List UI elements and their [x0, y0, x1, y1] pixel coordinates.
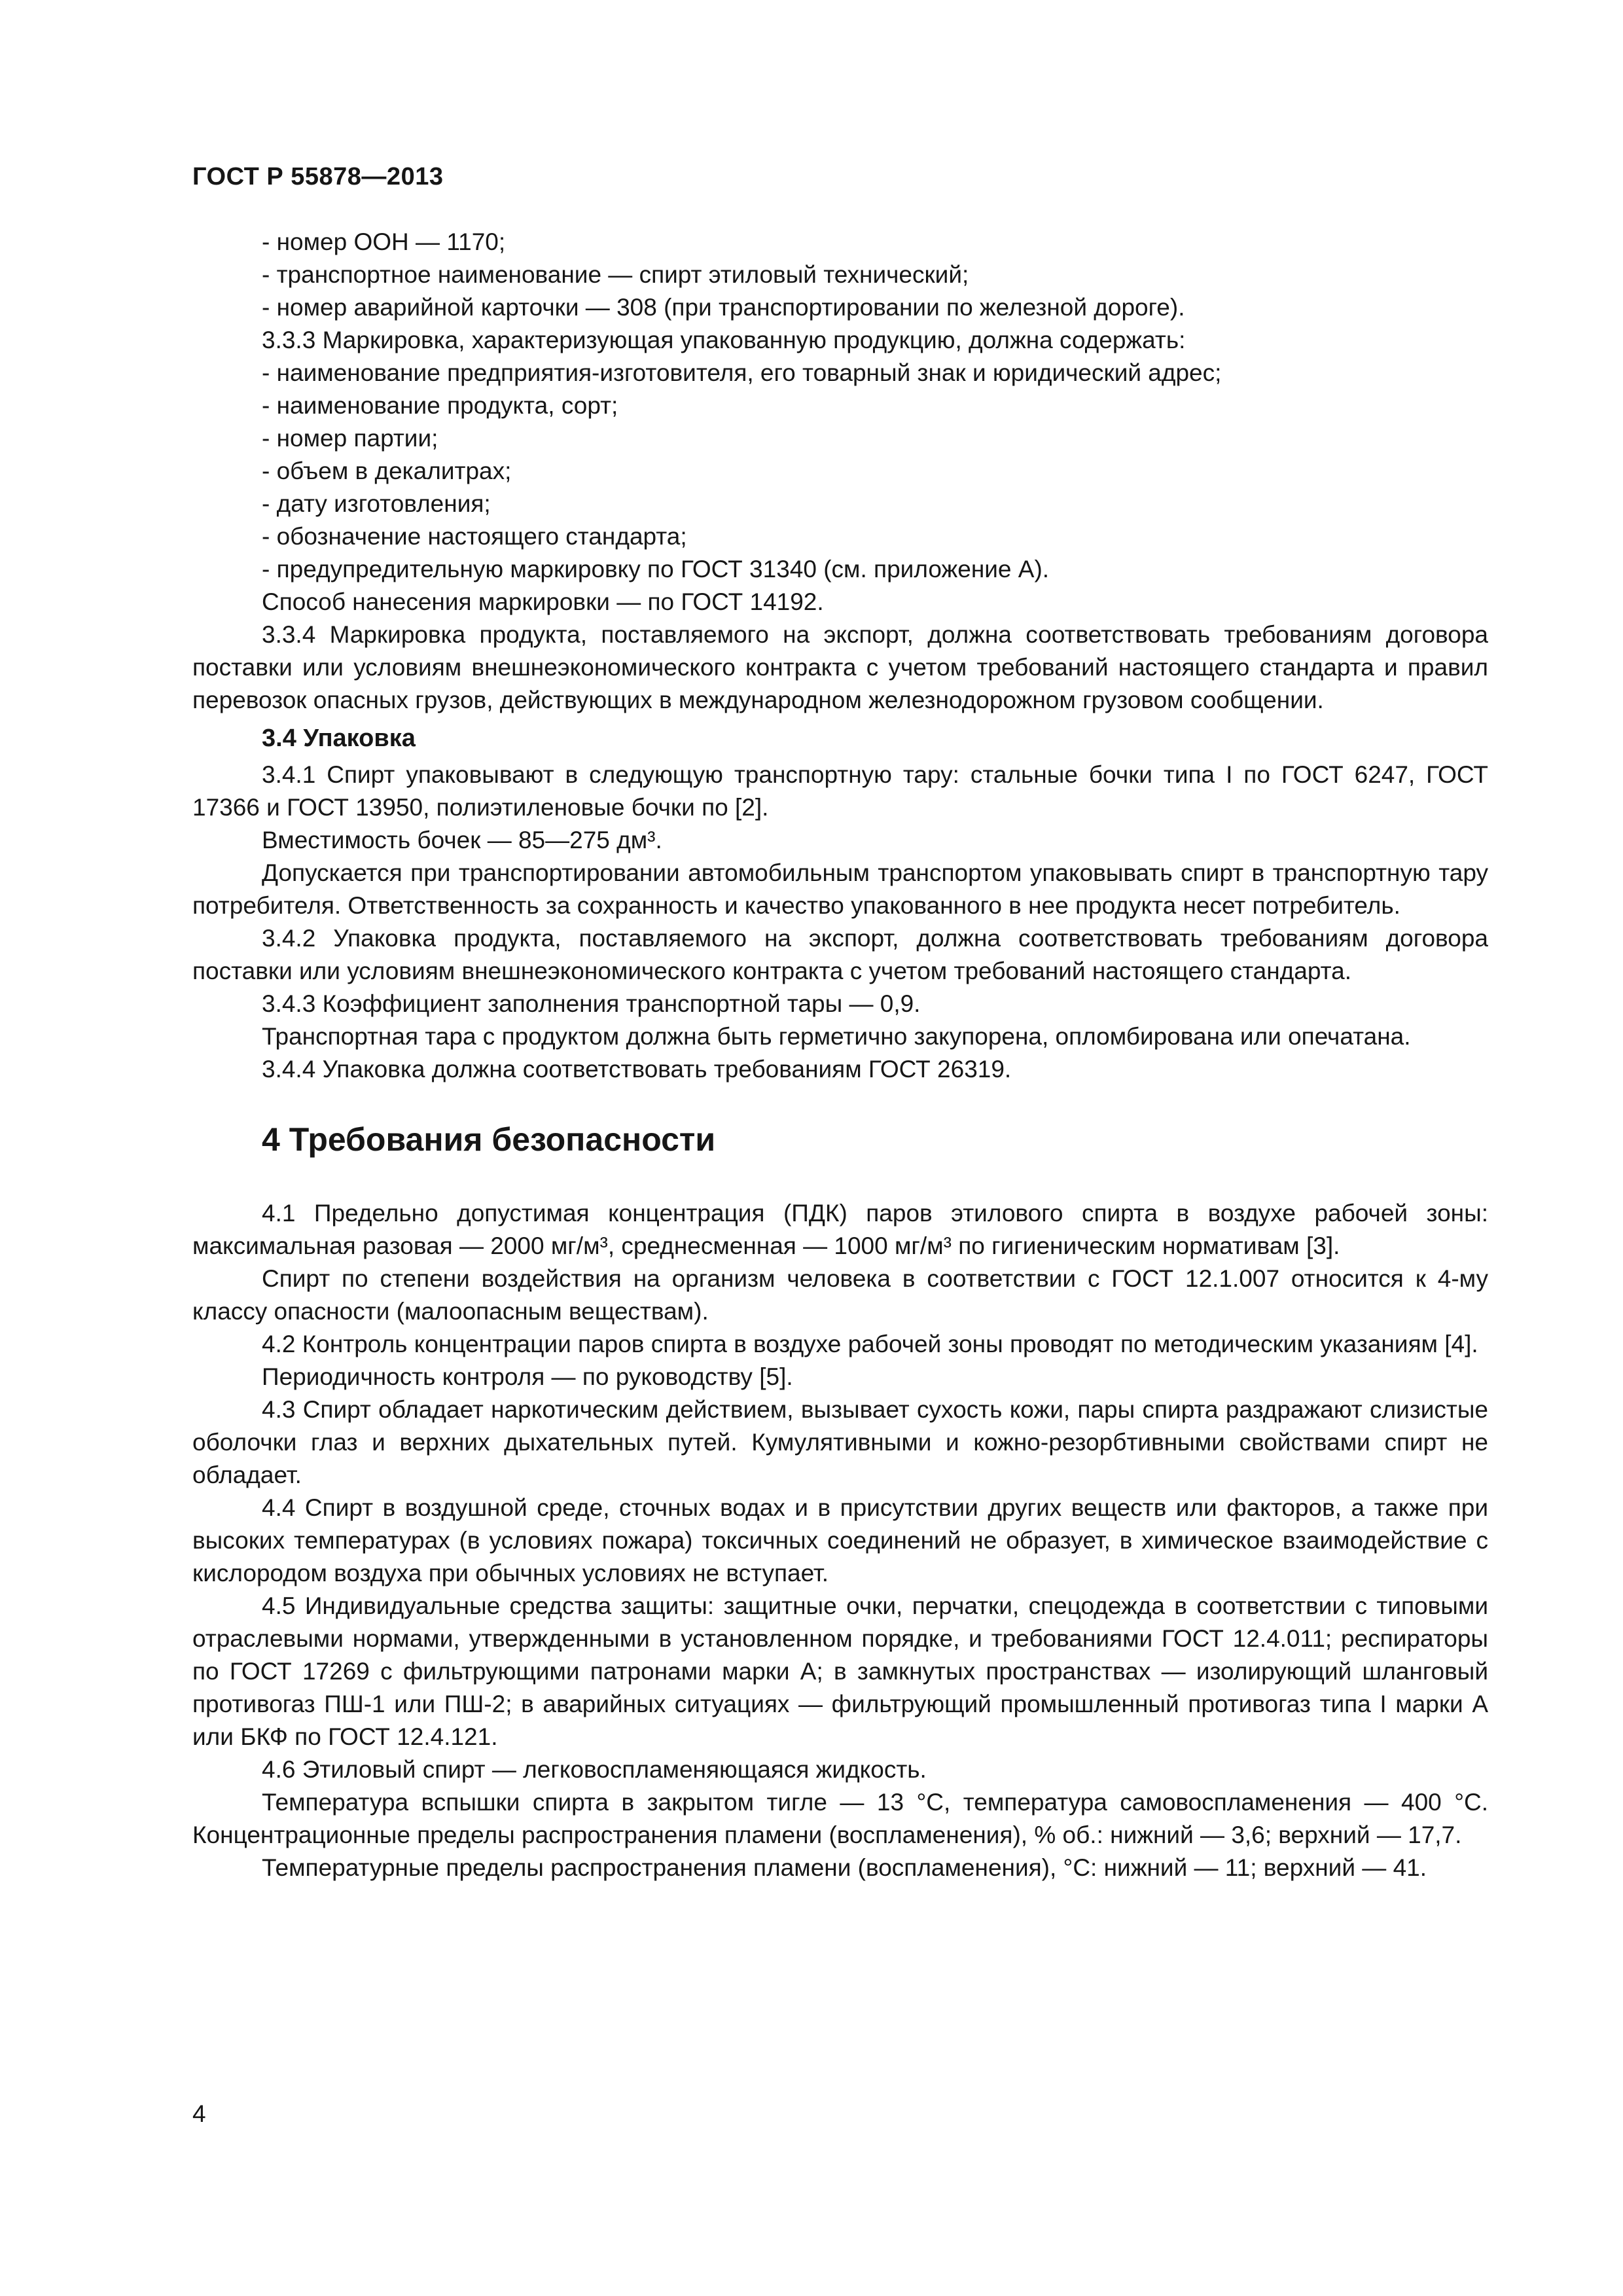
paragraph: 4.3 Спирт обладает наркотическим действием, вызывает сухость кожи, пары спирта раздражают слизистые оболочки глаз и верхних дыхательных путей. Кумулятивными и кожно-резорбтивными свойствами спирт не обладает.: [192, 1396, 1488, 1488]
paragraph: Периодичность контроля — по руководству [5].: [262, 1363, 793, 1390]
paragraph: 4.4 Спирт в воздушной среде, сточных водах и в присутствии других веществ или факторов, а также при высоких температурах (в условиях пожара) токсичных соединений не образует, в химическое взаимодействие с кислородом воздуха при обычных условиях не вступает.: [192, 1494, 1488, 1587]
paragraph: - номер ООН — 1170;: [262, 228, 506, 255]
paragraph: Температурные пределы распространения пламени (воспламенения), °С: нижний — 11; верхний — 41.: [262, 1854, 1427, 1881]
paragraph: - дату изготовления;: [262, 490, 491, 517]
paragraph: 3.4.4 Упаковка должна соответствовать требованиям ГОСТ 26319.: [262, 1056, 1012, 1083]
paragraph: - номер аварийной карточки — 308 (при транспортировании по железной дороге).: [262, 294, 1185, 321]
paragraph: - предупредительную маркировку по ГОСТ 31340 (см. приложение А).: [262, 556, 1050, 583]
paragraph: 4.2 Контроль концентрации паров спирта в воздухе рабочей зоны проводят по методическим указаниям [4].: [262, 1331, 1478, 1357]
paragraph: 4.6 Этиловый спирт — легковоспламеняющаяся жидкость.: [262, 1756, 927, 1783]
paragraph: Вместимость бочек — 85—275 дм³.: [262, 827, 662, 853]
paragraph: 3.4.2 Упаковка продукта, поставляемого на экспорт, должна соответствовать требованиям договора поставки или условиям внешнеэкономического контракта с учетом требований настоящего стандарта.: [192, 925, 1488, 984]
paragraph: - номер партии;: [262, 425, 438, 452]
document-body: [192, 226, 1488, 1884]
paragraph: 3.3.4 Маркировка продукта, поставляемого на экспорт, должна соответствовать требованиям договора поставки или условиям внешнеэкономического контракта с учетом требований настоящего стандарта и правил перевозок опасных грузов, действующих в международном железнодорожном грузовом сообщении.: [192, 621, 1488, 713]
paragraph: Допускается при транспортировании автомобильным транспортом упаковывать спирт в транспортную тару потребителя. Ответственность за сохранность и качество упакованного в нее продукта несет потребитель.: [192, 859, 1488, 919]
paragraph: 3.3.3 Маркировка, характеризующая упакованную продукцию, должна содержать:: [262, 327, 1186, 353]
section-heading: 4 Требования безопасности: [262, 1121, 716, 1158]
paragraph: Спирт по степени воздействия на организм человека в соответствии с ГОСТ 12.1.007 относится к 4-му классу опасности (малоопасным веществам).: [192, 1265, 1488, 1325]
paragraph: 4.5 Индивидуальные средства защиты: защитные очки, перчатки, спецодежда в соответствии с типовыми отраслевыми нормами, утвержденными в установленном порядке, и требованиями ГОСТ 12.4.011; респираторы по ГОСТ 17269 с фильтрующими патронами марки А; в замкнутых пространствах — изолирующий шланговый противогаз ПШ-1 или ПШ-2; в аварийных ситуациях — фильтрующий промышленный противогаз типа I марки А или БКФ по ГОСТ 12.4.121.: [192, 1592, 1488, 1750]
document-header: ГОСТ Р 55878—2013: [192, 163, 444, 190]
subsection-heading: 3.4 Упаковка: [262, 725, 416, 752]
paragraph: - объем в декалитрах;: [262, 457, 512, 484]
paragraph: 4.1 Предельно допустимая концентрация (ПДК) паров этилового спирта в воздухе рабочей зоны: максимальная разовая — 2000 мг/м³, среднесменная — 1000 мг/м³ по гигиеническим нормативам [3].: [192, 1200, 1488, 1259]
paragraph: - наименование продукта, сорт;: [262, 392, 618, 419]
paragraph: 3.4.1 Спирт упаковывают в следующую транспортную тару: стальные бочки типа I по ГОСТ 6247, ГОСТ 17366 и ГОСТ 13950, полиэтиленовые бочки по [2].: [192, 761, 1488, 821]
paragraph: Температура вспышки спирта в закрытом тигле — 13 °С, температура самовоспламенения — 400 °С. Концентрационные пределы распространения пламени (воспламенения), % об.: нижний — 3,6; верхний — 17,7.: [192, 1789, 1488, 1848]
page-number: 4: [192, 2100, 206, 2127]
paragraph: Транспортная тара с продуктом должна быть герметично закупорена, опломбирована или опечатана.: [262, 1023, 1411, 1050]
paragraph: - транспортное наименование — спирт этиловый технический;: [262, 261, 969, 288]
paragraph: - наименование предприятия-изготовителя, его товарный знак и юридический адрес;: [262, 359, 1222, 386]
paragraph: - обозначение настоящего стандарта;: [262, 523, 687, 550]
paragraph: 3.4.3 Коэффициент заполнения транспортной тары — 0,9.: [262, 990, 921, 1017]
paragraph: Способ нанесения маркировки — по ГОСТ 14192.: [262, 588, 824, 615]
